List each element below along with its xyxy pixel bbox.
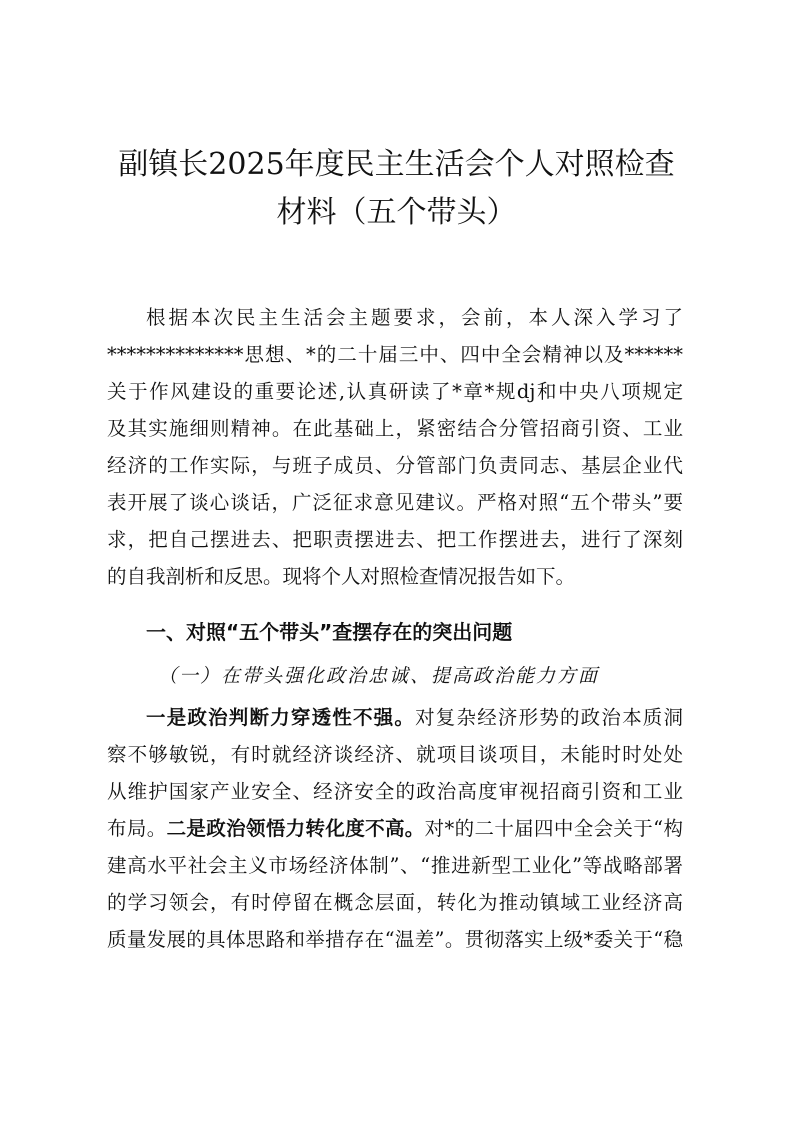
intro-line: 求，把自己摆进去、把职责摆进去、把工作摆进去，进行了深刻	[107, 528, 683, 551]
document-title-line-1: 副镇长2025年度民主生活会个人对照检查	[118, 147, 675, 182]
body-text: 布局。	[107, 817, 167, 840]
intro-line: 经济的工作实际，与班子成员、分管部门负责同志、基层企业代	[107, 454, 683, 477]
subsection-heading: （一）在带头强化政治忠诚、提高政治能力方面	[158, 665, 600, 687]
intro-line: **************思想、*的二十届三中、四中全会精神以及******	[107, 343, 683, 366]
intro-line: 及其实施细则精神。在此基础上，紧密结合分管招商引资、工业	[107, 417, 683, 440]
intro-line: 的自我剖析和反思。现将个人对照检查情况报告如下。	[107, 565, 576, 588]
body-line	[146, 705, 683, 731]
body-text: 对*的二十届四中全会关于“构	[424, 817, 683, 840]
body-line: 的学习领会，有时停留在概念层面，转化为推动镇域工业经济高	[107, 891, 683, 914]
intro-line: 根据本次民主生活会主题要求，会前，本人深入学习了	[146, 306, 683, 329]
point-lead: 一是政治判断力穿透性不强。	[146, 706, 416, 729]
body-line: 质量发展的具体思路和举措存在“温差”。贯彻落实上级*委关于“稳	[107, 928, 683, 951]
section-heading: 一、对照“五个带头”查摆存在的突出问题	[146, 620, 513, 644]
body-line: 从维护国家产业安全、经济安全的政治高度审视招商引资和工业	[107, 780, 683, 803]
document-title-line-2: 材料（五个带头）	[276, 195, 517, 230]
body-line: 建高水平社会主义市场经济体制”、“推进新型工业化”等战略部署	[107, 854, 683, 877]
body-line: 察不够敏锐，有时就经济谈经济、就项目谈项目，未能时时处处	[107, 743, 683, 766]
intro-line: 表开展了谈心谈话，广泛征求意见建议。严格对照“五个带头”要	[107, 491, 683, 514]
intro-line: 关于作风建设的重要论述,认真研读了*章*规dj和中央八项规定	[107, 380, 683, 403]
body-text: 对复杂经济形势的政治本质洞	[415, 706, 683, 729]
body-line	[107, 816, 683, 842]
point-lead: 二是政治领悟力转化度不高。	[166, 817, 425, 840]
